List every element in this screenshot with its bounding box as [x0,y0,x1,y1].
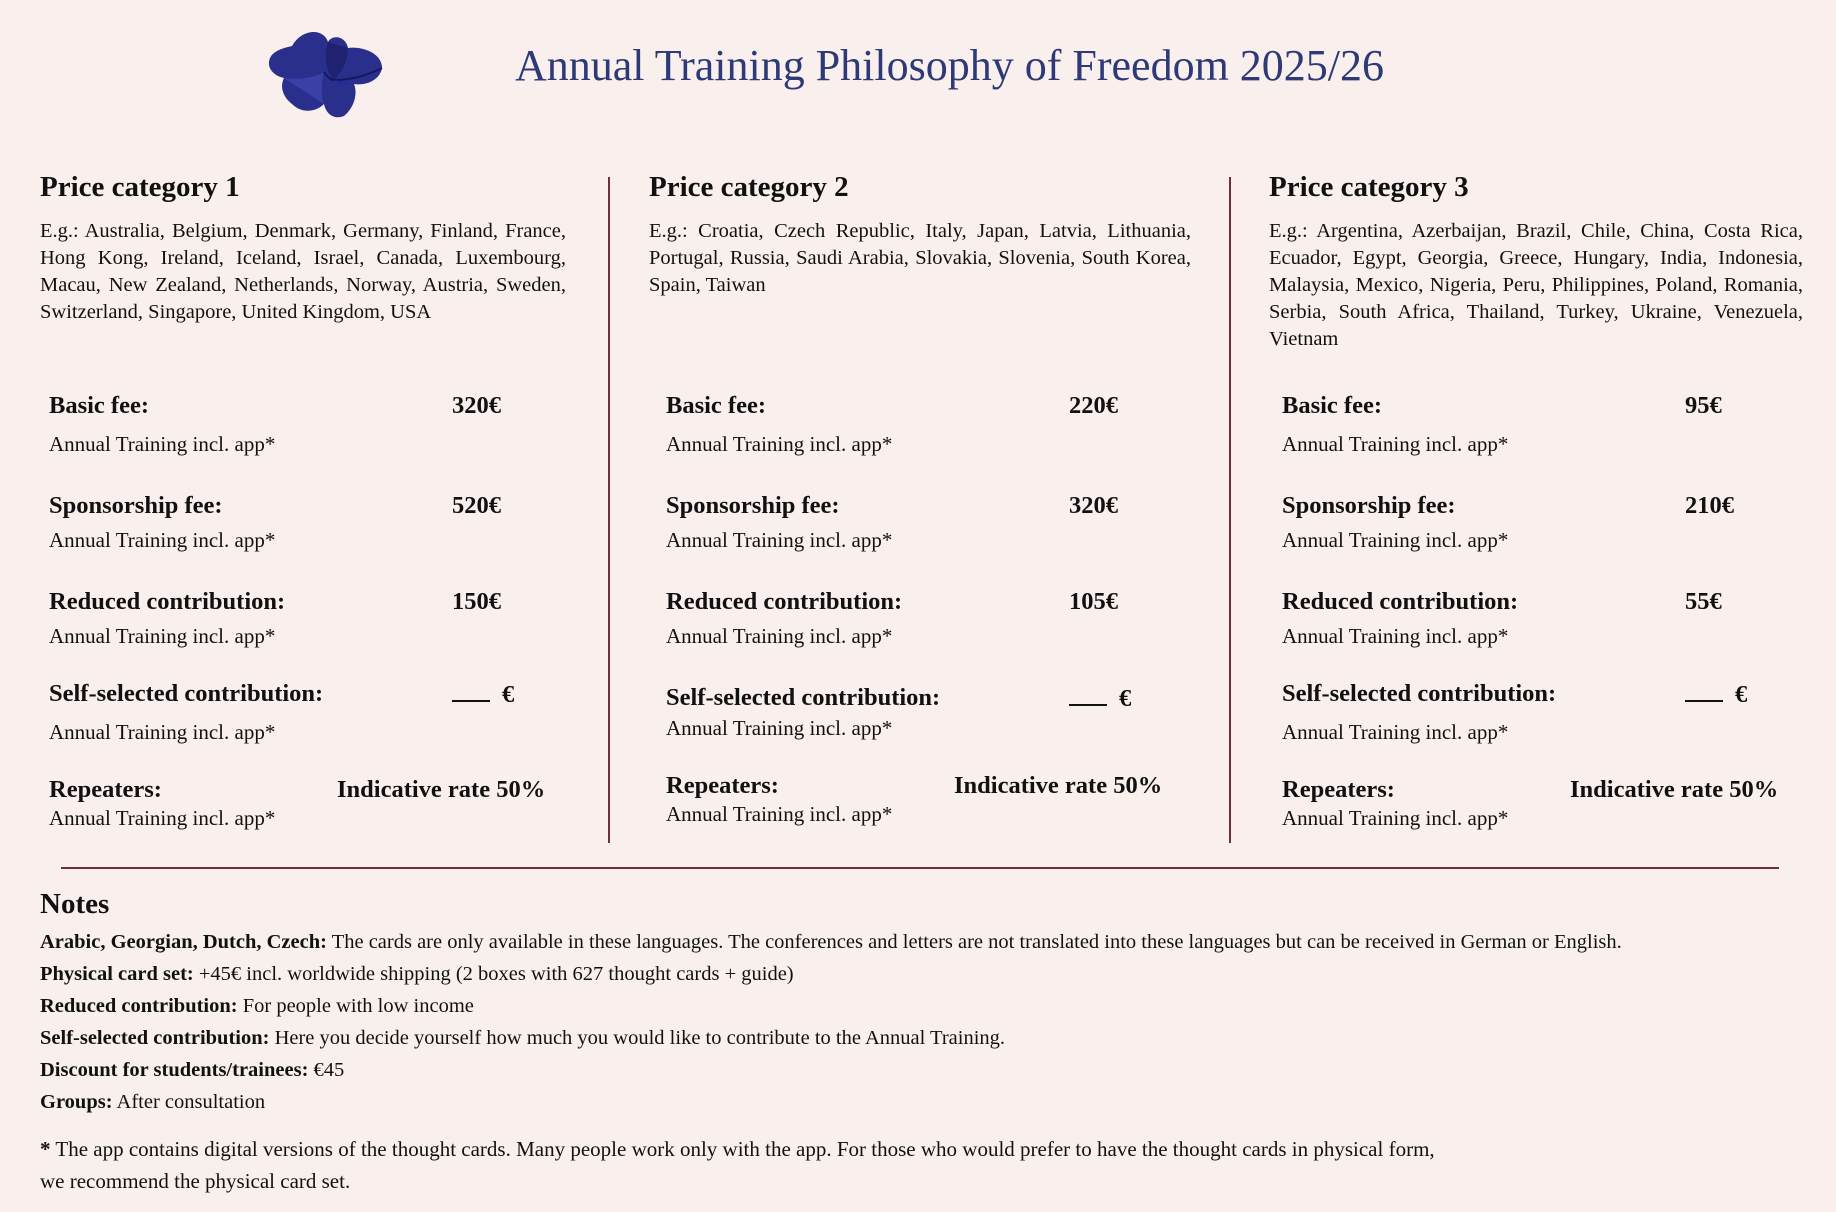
notes-title: Notes [40,888,110,920]
category-title: Price category 3 [1269,171,1469,203]
fee-sub: Annual Training incl. app* [1282,624,1509,648]
fee-label: Basic fee: [49,392,149,419]
fee-value: 150€ [452,588,501,615]
fee-value: 55€ [1685,588,1722,615]
note-item [40,1054,1800,1086]
fee-sub: Annual Training incl. app* [666,802,893,826]
fee-value: 320€ [1069,492,1118,519]
fee-value: Indicative rate 50% [954,772,1163,799]
fee-label: Repeaters: [49,776,162,803]
note-label: Physical card set: [40,963,194,985]
fee-value: 95€ [1685,392,1722,419]
footnote [40,1133,1740,1197]
fee-value-blank [1685,680,1747,709]
note-item [40,1086,1800,1118]
fee-sub: Annual Training incl. app* [666,528,893,552]
fee-sub: Annual Training incl. app* [666,432,893,456]
fee-label: Sponsorship fee: [1282,492,1456,519]
price-category-2 [649,166,1191,299]
note-text: For people with low income [237,995,474,1017]
fee-label: Self-selected contribution: [49,680,324,707]
note-text: +45€ incl. worldwide shipping (2 boxes with 627 thought cards + guide) [193,963,794,985]
fee-value: Indicative rate 50% [1570,776,1779,803]
note-label: Reduced contribution: [40,995,238,1017]
note-text: Here you decide yourself how much you would like to contribute to the Annual Training. [269,1027,1006,1049]
fee-value: 210€ [1685,492,1734,519]
category-countries: E.g.: Croatia, Czech Republic, Italy, Japan, Latvia, Lithuania, Portugal, Russia, Saudi Arabia, Slovakia, Slovenia, South Korea, Spain, Taiwan [649,220,1191,296]
fee-label: Sponsorship fee: [49,492,223,519]
blank-line [452,680,490,702]
fee-sub: Annual Training incl. app* [666,624,893,648]
fee-label: Repeaters: [666,772,779,799]
column-divider [608,177,610,843]
note-label: Arabic, Georgian, Dutch, Czech: [40,931,327,953]
note-label: Discount for students/trainees: [40,1059,309,1081]
note-label: Self-selected contribution: [40,1027,270,1049]
fee-value-blank [1069,684,1131,713]
note-text: After consultation [112,1091,266,1113]
euro-sign: € [1735,681,1748,708]
fee-label: Reduced contribution: [1282,588,1519,615]
fee-sub: Annual Training incl. app* [1282,432,1509,456]
price-category-3 [1269,166,1803,353]
fee-label: Basic fee: [666,392,766,419]
fee-label: Self-selected contribution: [666,684,941,711]
fee-label: Sponsorship fee: [666,492,840,519]
category-title: Price category 2 [649,171,849,203]
fee-label: Reduced contribution: [49,588,286,615]
footnote-line-1: The app contains digital versions of the thought cards. Many people work only with the app. For those who would prefer to have the thought cards in physical form, [50,1137,1435,1161]
notes-list [40,926,1800,1118]
fee-sub: Annual Training incl. app* [666,716,893,740]
fee-value: 320€ [452,392,501,419]
fee-label: Reduced contribution: [666,588,903,615]
fee-sub: Annual Training incl. app* [1282,806,1509,830]
note-item [40,990,1800,1022]
blank-line [1685,680,1723,702]
note-text: The cards are only available in these languages. The conferences and letters are not translated into these languages but can be received in German or English. [326,931,1622,953]
note-item [40,926,1800,958]
fee-sub: Annual Training incl. app* [49,432,276,456]
fee-label: Repeaters: [1282,776,1395,803]
section-divider [61,867,1779,869]
euro-sign: € [1119,685,1132,712]
fee-sub: Annual Training incl. app* [49,806,276,830]
fee-sub: Annual Training incl. app* [49,528,276,552]
note-item [40,1022,1800,1054]
fee-value-blank [452,680,514,709]
column-divider [1229,177,1231,843]
category-countries: E.g.: Argentina, Azerbaijan, Brazil, Chile, China, Costa Rica, Ecuador, Egypt, Georgia, Greece, Hungary, India, Indonesia, Malaysia, Mexico, Nigeria, Peru, Philippines, Poland, Romania, Serbia, South Africa, Thailand, Turkey, Ukraine, Venezuela, Vietnam [1269,220,1803,350]
euro-sign: € [502,681,515,708]
footnote-star: * [40,1137,51,1161]
price-category-1 [40,166,566,326]
fee-sub: Annual Training incl. app* [1282,720,1509,744]
blue-origami-flower-icon [262,28,386,120]
fee-sub: Annual Training incl. app* [1282,528,1509,552]
note-item [40,958,1800,990]
category-countries: E.g.: Australia, Belgium, Denmark, Germany, Finland, France, Hong Kong, Ireland, Iceland, Israel, Canada, Luxembourg, Macau, New Zealand, Netherlands, Norway, Austria, Sweden, Switzerland, Singapore, United Kingdom, USA [40,220,566,323]
fee-label: Self-selected contribution: [1282,680,1557,707]
category-title: Price category 1 [40,171,240,203]
fee-label: Basic fee: [1282,392,1382,419]
footnote-line-2: we recommend the physical card set. [40,1169,351,1193]
fee-value: Indicative rate 50% [337,776,546,803]
fee-sub: Annual Training incl. app* [49,720,276,744]
note-label: Groups: [40,1091,113,1113]
blank-line [1069,684,1107,706]
page-title: Annual Training Philosophy of Freedom 2025/26 [515,41,1385,90]
fee-sub: Annual Training incl. app* [49,624,276,648]
fee-value: 105€ [1069,588,1118,615]
note-text: €45 [308,1059,345,1081]
fee-value: 220€ [1069,392,1118,419]
fee-value: 520€ [452,492,501,519]
